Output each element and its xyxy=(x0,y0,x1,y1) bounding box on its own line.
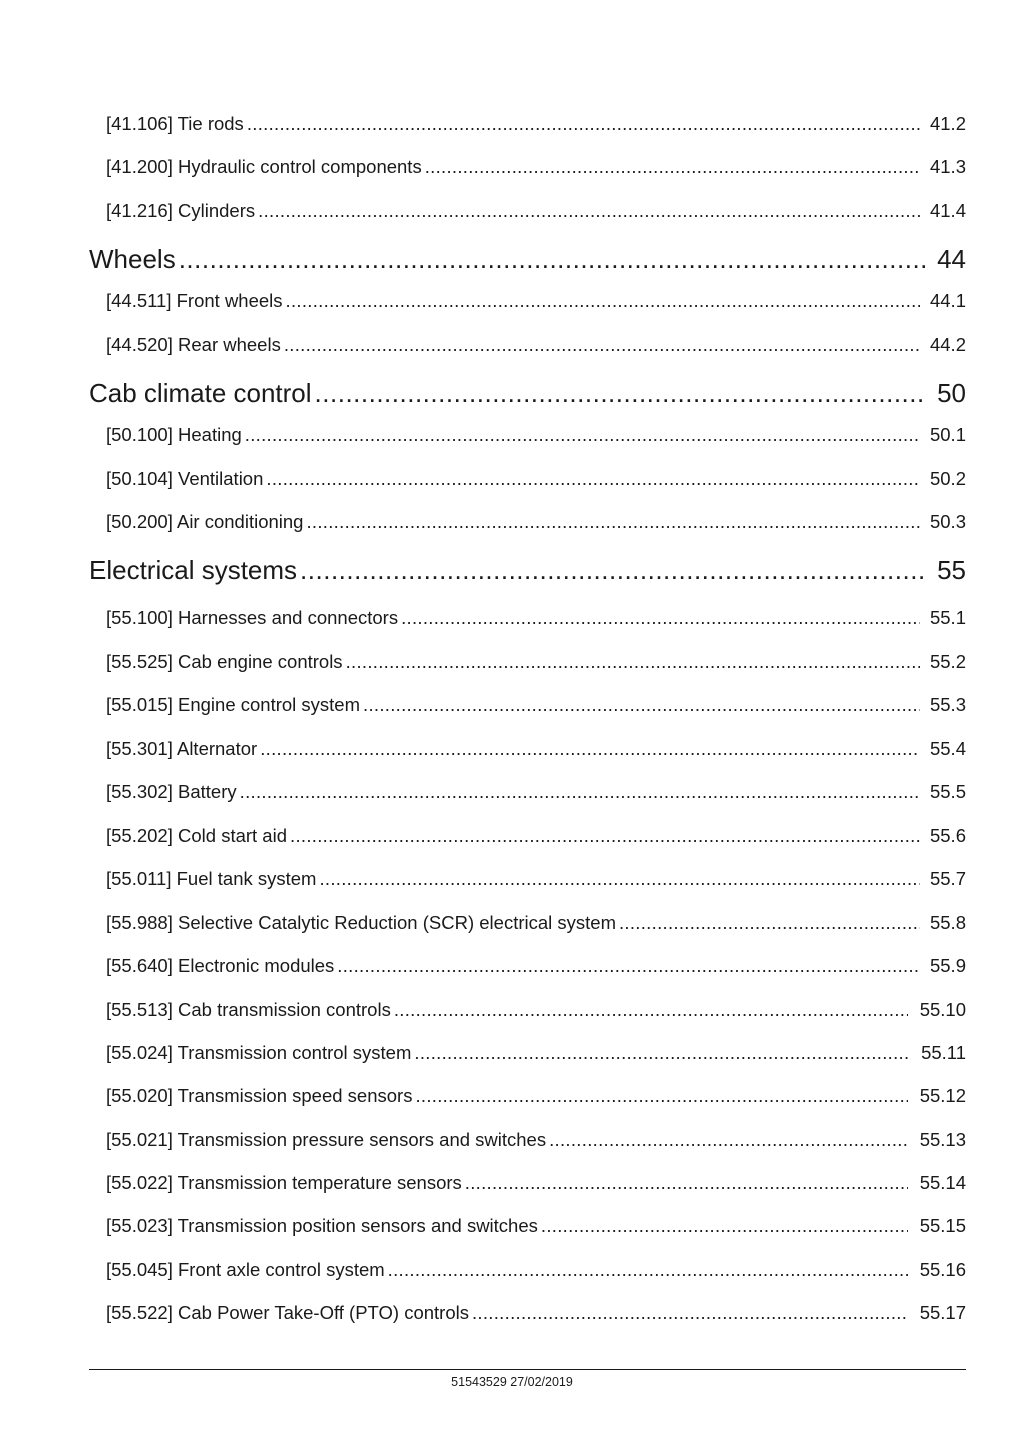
toc-entry-page: 44.1 xyxy=(929,290,966,311)
toc-section-title: Cab climate control xyxy=(89,378,312,408)
toc-entry[interactable] xyxy=(89,1085,966,1107)
toc-entry-page: 55.14 xyxy=(919,1172,966,1193)
toc-entry[interactable] xyxy=(89,1302,966,1324)
dot-leader xyxy=(401,607,920,629)
toc-entry[interactable] xyxy=(89,694,966,716)
toc-entry-page: 55.8 xyxy=(929,912,966,933)
toc-entry-page: 41.3 xyxy=(929,156,966,177)
dot-leader xyxy=(245,424,920,446)
toc-entry[interactable] xyxy=(89,868,966,890)
dot-leader xyxy=(290,825,920,847)
dot-leader xyxy=(363,694,920,716)
toc-entry[interactable] xyxy=(89,781,966,803)
toc-entry-label: [55.525] Cab engine controls xyxy=(106,651,343,672)
toc-entry-label: [55.022] Transmission temperature sensors xyxy=(106,1172,462,1193)
toc-entry-page: 44.2 xyxy=(929,334,966,355)
toc-entry-page: 41.4 xyxy=(929,200,966,221)
toc-entry-label: [55.302] Battery xyxy=(106,781,237,802)
toc-entry-label: [44.511] Front wheels xyxy=(106,290,283,311)
toc-entry-label: [55.522] Cab Power Take-Off (PTO) controls xyxy=(106,1302,469,1323)
dot-leader xyxy=(472,1302,908,1324)
dot-leader xyxy=(179,244,926,275)
dot-leader xyxy=(319,868,920,890)
toc-section-page: 55 xyxy=(937,555,966,585)
toc-entry-label: [41.106] Tie rods xyxy=(106,113,244,134)
toc-entry[interactable] xyxy=(89,1259,966,1281)
toc-entry-page: 50.2 xyxy=(929,468,966,489)
dot-leader xyxy=(284,334,920,356)
toc-entry-page: 55.16 xyxy=(919,1259,966,1280)
toc-entry-page: 55.4 xyxy=(929,738,966,759)
toc-entry-label: [55.988] Selective Catalytic Reduction (SCR) electrical system xyxy=(106,912,616,933)
toc-entry-page: 55.13 xyxy=(919,1129,966,1150)
toc-entry-label: [55.301] Alternator xyxy=(106,738,258,759)
toc-entry[interactable] xyxy=(89,1172,966,1194)
toc-entry-page: 55.5 xyxy=(929,781,966,802)
toc-entry-label: [50.100] Heating xyxy=(106,424,242,445)
dot-leader xyxy=(415,1085,908,1107)
dot-leader xyxy=(388,1259,908,1281)
dot-leader xyxy=(346,651,920,673)
toc-entry-label: [44.520] Rear wheels xyxy=(106,334,281,355)
footer-document-id: 51543529 27/02/2019 xyxy=(451,1375,573,1389)
toc-entry-label: [55.020] Transmission speed sensors xyxy=(106,1085,413,1106)
toc-entry-label: [55.021] Transmission pressure sensors and switches xyxy=(106,1129,547,1150)
toc-entry-label: [41.200] Hydraulic control components xyxy=(106,156,422,177)
dot-leader xyxy=(394,999,908,1021)
toc-entry[interactable] xyxy=(89,290,966,312)
dot-leader xyxy=(266,468,920,490)
toc-entry-page: 55.11 xyxy=(921,1042,966,1063)
toc-entry-label: [41.216] Cylinders xyxy=(106,200,256,221)
toc-entry[interactable] xyxy=(89,511,966,533)
toc-section[interactable] xyxy=(89,378,966,409)
toc-entry-page: 55.6 xyxy=(929,825,966,846)
dot-leader xyxy=(549,1129,908,1151)
toc-entry[interactable] xyxy=(89,912,966,934)
toc-entry[interactable] xyxy=(89,825,966,847)
footer-divider xyxy=(89,1369,966,1370)
toc-entry-page: 55.10 xyxy=(919,999,966,1020)
toc-entry[interactable] xyxy=(89,156,966,178)
toc-entry-page: 55.2 xyxy=(929,651,966,672)
toc-entry[interactable] xyxy=(89,738,966,760)
toc-entry-page: 55.12 xyxy=(919,1085,966,1106)
dot-leader xyxy=(465,1172,908,1194)
toc-entry[interactable] xyxy=(89,113,966,135)
toc-entry-label: [55.202] Cold start aid xyxy=(106,825,287,846)
toc-entry-label: [55.015] Engine control system xyxy=(106,694,361,715)
toc-entry-page: 50.1 xyxy=(929,424,966,445)
toc-entry-label: [55.023] Transmission position sensors and switches xyxy=(106,1215,538,1236)
toc-entry[interactable] xyxy=(89,1215,966,1237)
toc-entry[interactable] xyxy=(89,1129,966,1151)
table-of-contents xyxy=(89,0,966,1340)
dot-leader xyxy=(541,1215,908,1237)
toc-entry-page: 55.3 xyxy=(929,694,966,715)
toc-entry-label: [55.011] Fuel tank system xyxy=(106,868,317,889)
toc-section[interactable] xyxy=(89,555,966,586)
dot-leader xyxy=(260,738,920,760)
toc-entry[interactable] xyxy=(89,334,966,356)
toc-entry[interactable] xyxy=(89,955,966,977)
toc-entry[interactable] xyxy=(89,651,966,673)
dot-leader xyxy=(300,555,926,586)
dot-leader xyxy=(619,912,920,934)
toc-entry-label: [50.200] Air conditioning xyxy=(106,511,304,532)
toc-entry-page: 55.7 xyxy=(929,868,966,889)
toc-section[interactable] xyxy=(89,244,966,275)
toc-entry-page: 55.1 xyxy=(929,607,966,628)
toc-entry-label: [55.024] Transmission control system xyxy=(106,1042,412,1063)
toc-section-page: 50 xyxy=(937,378,966,408)
toc-entry-label: [55.100] Harnesses and connectors xyxy=(106,607,399,628)
dot-leader xyxy=(286,290,920,312)
dot-leader xyxy=(425,156,920,178)
toc-section-title: Electrical systems xyxy=(89,555,298,585)
dot-leader xyxy=(315,378,926,409)
dot-leader xyxy=(337,955,920,977)
dot-leader xyxy=(306,511,920,533)
toc-entry[interactable] xyxy=(89,200,966,222)
toc-entry-page: 55.17 xyxy=(919,1302,966,1323)
toc-entry[interactable] xyxy=(89,424,966,446)
toc-entry-page: 55.9 xyxy=(929,955,966,976)
toc-entry[interactable] xyxy=(89,999,966,1021)
toc-entry-page: 55.15 xyxy=(919,1215,966,1236)
toc-entry-label: [55.513] Cab transmission controls xyxy=(106,999,391,1020)
toc-entry-page: 50.3 xyxy=(929,511,966,532)
toc-entry[interactable] xyxy=(89,1042,966,1064)
toc-entry[interactable] xyxy=(89,607,966,629)
dot-leader xyxy=(258,200,920,222)
toc-entry[interactable] xyxy=(89,468,966,490)
toc-entry-label: [50.104] Ventilation xyxy=(106,468,264,489)
dot-leader xyxy=(240,781,920,803)
toc-section-title: Wheels xyxy=(89,244,176,274)
dot-leader xyxy=(414,1042,908,1064)
toc-entry-label: [55.045] Front axle control system xyxy=(106,1259,385,1280)
toc-section-page: 44 xyxy=(937,244,966,274)
toc-entry-label: [55.640] Electronic modules xyxy=(106,955,335,976)
dot-leader xyxy=(247,113,920,135)
toc-entry-page: 41.2 xyxy=(929,113,966,134)
